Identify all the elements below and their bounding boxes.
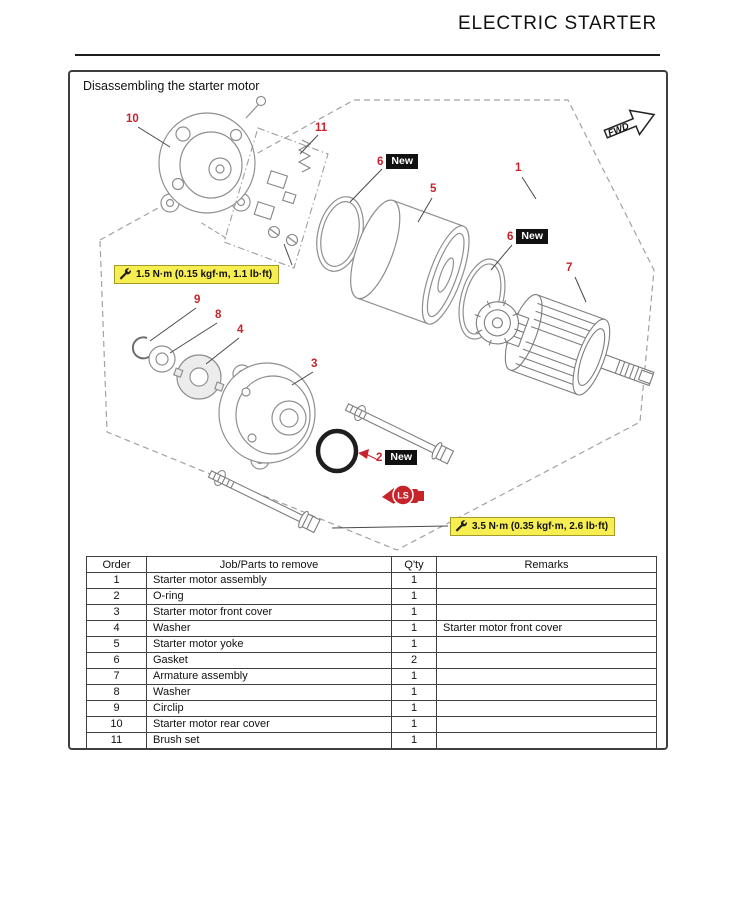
callout-8: 8 bbox=[215, 309, 222, 321]
cell-order: 5 bbox=[87, 637, 147, 653]
cell-order: 9 bbox=[87, 701, 147, 717]
cell-order: 10 bbox=[87, 717, 147, 733]
wrench-icon bbox=[119, 268, 132, 281]
cell-job: Starter motor yoke bbox=[147, 637, 392, 653]
cell-order: 3 bbox=[87, 605, 147, 621]
torque-value-2: 3.5 N·m (0.35 kgf·m, 2.6 lb·ft) bbox=[472, 521, 609, 532]
callout-5: 5 bbox=[430, 183, 437, 195]
cell-remarks bbox=[437, 685, 657, 701]
cell-order: 1 bbox=[87, 573, 147, 589]
table-row bbox=[87, 589, 657, 605]
new-badge: New bbox=[516, 229, 548, 244]
table-row bbox=[87, 717, 657, 733]
cell-remarks bbox=[437, 589, 657, 605]
armature-art bbox=[461, 277, 665, 416]
callout-7: 7 bbox=[566, 262, 573, 274]
cell-order: 2 bbox=[87, 589, 147, 605]
yoke-art bbox=[341, 194, 479, 329]
column-header-job: Job/Parts to remove bbox=[147, 557, 392, 573]
cell-qty: 1 bbox=[392, 685, 437, 701]
callout-4: 4 bbox=[237, 324, 244, 336]
ls-grease-icon bbox=[382, 485, 424, 505]
table-row bbox=[87, 573, 657, 589]
table-row bbox=[87, 621, 657, 637]
content-box bbox=[68, 70, 668, 750]
washer-4-art bbox=[174, 355, 224, 399]
table-row bbox=[87, 637, 657, 653]
table-row bbox=[87, 701, 657, 717]
diagram-area bbox=[70, 72, 666, 552]
cell-qty: 1 bbox=[392, 669, 437, 685]
cell-remarks bbox=[437, 605, 657, 621]
cell-qty: 1 bbox=[392, 701, 437, 717]
wrench-icon bbox=[455, 520, 468, 533]
callout-1: 1 bbox=[515, 162, 522, 174]
column-header-remarks: Remarks bbox=[437, 557, 657, 573]
cell-qty: 2 bbox=[392, 653, 437, 669]
cell-job: Circlip bbox=[147, 701, 392, 717]
torque-label-1 bbox=[114, 265, 279, 284]
table-row bbox=[87, 733, 657, 749]
section-heading: Disassembling the starter motor bbox=[83, 79, 260, 93]
cell-job: Brush set bbox=[147, 733, 392, 749]
column-header-order: Order bbox=[87, 557, 147, 573]
cell-job: Starter motor assembly bbox=[147, 573, 392, 589]
cell-job: Starter motor front cover bbox=[147, 605, 392, 621]
table-row bbox=[87, 685, 657, 701]
cell-remarks: Starter motor front cover bbox=[437, 621, 657, 637]
callout-3: 3 bbox=[311, 358, 318, 370]
cell-order: 8 bbox=[87, 685, 147, 701]
cell-order: 6 bbox=[87, 653, 147, 669]
callout-6-upper-number: 6 bbox=[377, 155, 384, 168]
parts-table-body bbox=[87, 573, 657, 749]
table-row bbox=[87, 653, 657, 669]
circlip-art bbox=[133, 337, 150, 358]
cell-qty: 1 bbox=[392, 637, 437, 653]
table-header-row bbox=[87, 557, 657, 573]
o-ring-art bbox=[318, 431, 356, 471]
cell-job: O-ring bbox=[147, 589, 392, 605]
table-row bbox=[87, 669, 657, 685]
callout-6-lower bbox=[507, 229, 548, 244]
page-title: ELECTRIC STARTER bbox=[458, 13, 657, 34]
cell-remarks bbox=[437, 733, 657, 749]
front-cover-art bbox=[219, 363, 315, 469]
cell-remarks bbox=[437, 717, 657, 733]
cell-qty: 1 bbox=[392, 717, 437, 733]
washer-8-art bbox=[149, 346, 175, 372]
cell-order: 7 bbox=[87, 669, 147, 685]
cell-qty: 1 bbox=[392, 733, 437, 749]
cell-job: Starter motor rear cover bbox=[147, 717, 392, 733]
exploded-diagram bbox=[70, 72, 666, 552]
new-badge: New bbox=[386, 154, 418, 169]
callout-11: 11 bbox=[315, 122, 328, 134]
callout-9: 9 bbox=[194, 294, 201, 306]
cell-job: Armature assembly bbox=[147, 669, 392, 685]
cell-remarks bbox=[437, 573, 657, 589]
parts-table bbox=[86, 556, 657, 749]
cell-remarks bbox=[437, 669, 657, 685]
torque-label-2 bbox=[450, 517, 615, 536]
new-badge: New bbox=[385, 450, 417, 465]
cell-job: Washer bbox=[147, 685, 392, 701]
cell-remarks bbox=[437, 637, 657, 653]
cell-qty: 1 bbox=[392, 589, 437, 605]
column-header-qty: Q'ty bbox=[392, 557, 437, 573]
fwd-arrow bbox=[601, 103, 659, 147]
callout-2 bbox=[376, 450, 417, 465]
title-rule bbox=[75, 54, 660, 56]
cell-job: Washer bbox=[147, 621, 392, 637]
cell-order: 4 bbox=[87, 621, 147, 637]
cell-qty: 1 bbox=[392, 621, 437, 637]
cell-remarks bbox=[437, 701, 657, 717]
callout-6-upper bbox=[377, 154, 418, 169]
o-ring-pointer bbox=[358, 449, 378, 460]
fwd-label: FWD bbox=[606, 120, 631, 140]
cell-order: 11 bbox=[87, 733, 147, 749]
callout-10: 10 bbox=[126, 113, 139, 125]
callout-6-lower-number: 6 bbox=[507, 230, 514, 243]
cell-remarks bbox=[437, 653, 657, 669]
cell-qty: 1 bbox=[392, 573, 437, 589]
cell-qty: 1 bbox=[392, 605, 437, 621]
ls-label: LS bbox=[397, 490, 409, 501]
callout-2-number: 2 bbox=[376, 451, 383, 464]
cell-job: Gasket bbox=[147, 653, 392, 669]
table-row bbox=[87, 605, 657, 621]
torque-value-1: 1.5 N·m (0.15 kgf·m, 1.1 lb·ft) bbox=[136, 269, 273, 280]
bolt-a-art bbox=[206, 466, 321, 534]
